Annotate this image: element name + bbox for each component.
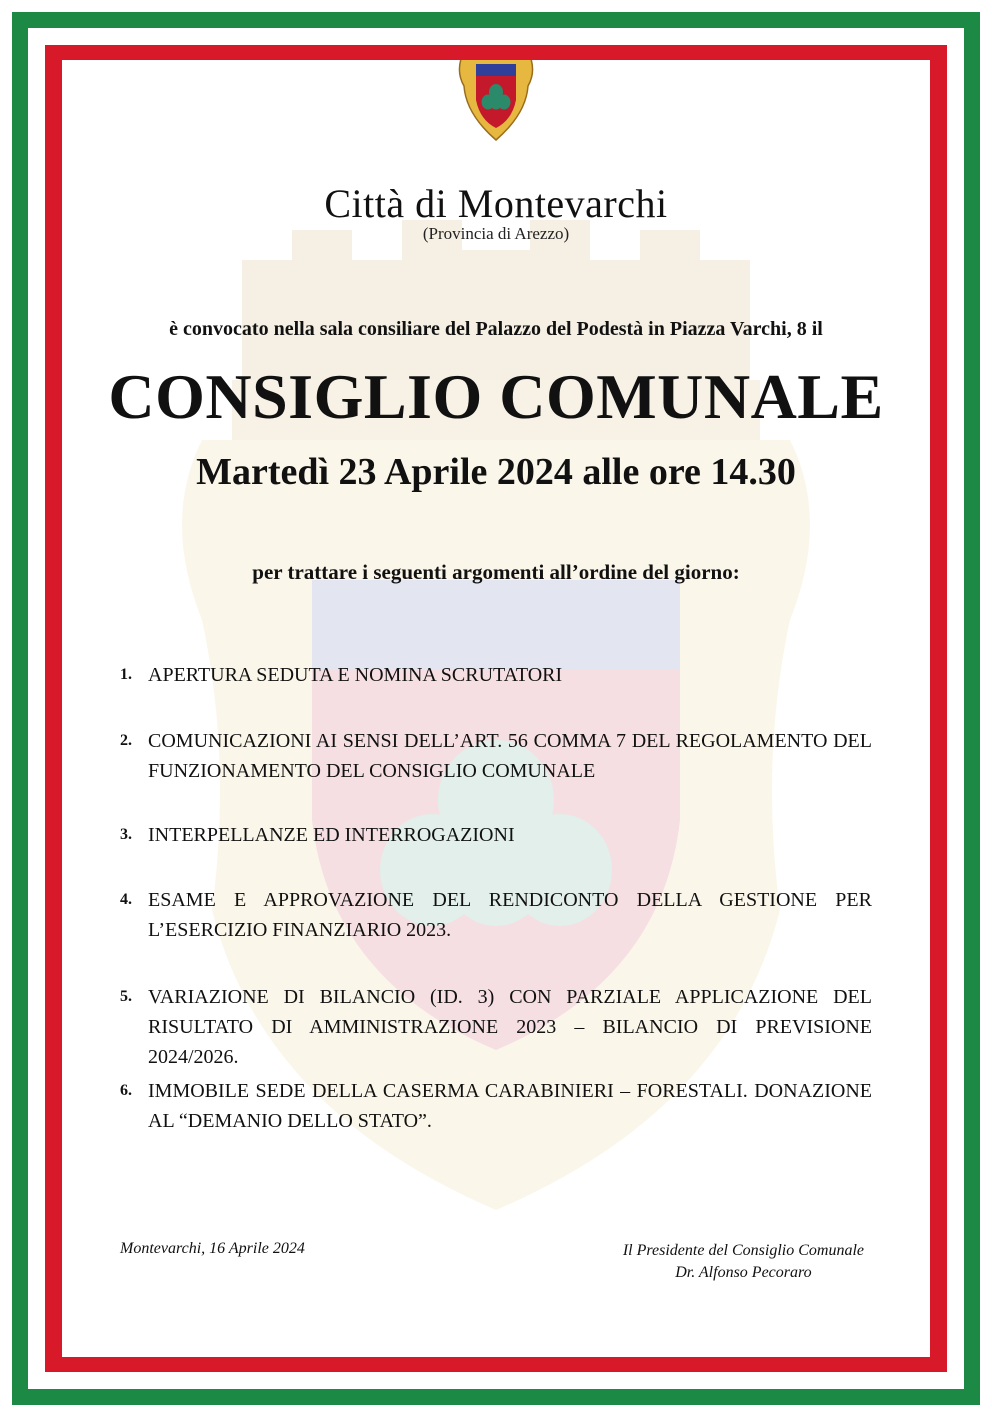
agenda-item-text: IMMOBILE SEDE DELLA CASERMA CARABINIERI – FORESTALI. DONAZIONE AL “DEMANIO DELLO STATO”.: [148, 1080, 872, 1132]
agenda-item-text: COMUNICAZIONI AI SENSI DELL’ART. 56 COMMA 7 DEL REGOLAMENTO DEL FUNZIONAMENTO DEL CONSIGLIO COMUNALE: [148, 730, 872, 782]
place-and-date: Montevarchi, 16 Aprile 2024: [120, 1240, 305, 1257]
agenda-item-number: 4.: [120, 891, 132, 908]
document-page: [62, 60, 930, 1357]
notice-headline: CONSIGLIO COMUNALE: [108, 361, 884, 432]
province-subtitle: (Provincia di Arezzo): [422, 224, 570, 243]
agenda-item-number: 1.: [120, 666, 132, 683]
agenda-item-text: ESAME E APPROVAZIONE DEL RENDICONTO DELLA GESTIONE PER L’ESERCIZIO FINANZIARIO 2023.: [148, 889, 872, 941]
coat-of-arms-crest: [456, 60, 536, 146]
agenda-item-text: VARIAZIONE DI BILANCIO (ID. 3) CON PARZIALE APPLICAZIONE DEL RISULTATO DI AMMINISTRAZIONE 2023 – BILANCIO DI PREVISIONE 2024/2026.: [148, 986, 872, 1068]
agenda-item-number: 3.: [120, 826, 132, 843]
agenda-item-number: 2.: [120, 732, 132, 749]
convocation-line: è convocato nella sala consiliare del Palazzo del Podestà in Piazza Varchi, 8 il: [169, 318, 823, 340]
signature-block: [623, 1240, 864, 1284]
city-title: Città di Montevarchi: [324, 181, 668, 226]
coat-of-arms-watermark: [62, 60, 930, 1357]
signer-role: Il Presidente del Consiglio Comunale: [622, 1242, 864, 1259]
agenda-item-text: APERTURA SEDUTA E NOMINA SCRUTATORI: [148, 664, 563, 686]
meeting-date: Martedì 23 Aprile 2024 alle ore 14.30: [196, 451, 796, 493]
signer-name: Dr. Alfonso Pecoraro: [675, 1264, 812, 1281]
agenda-item-number: 6.: [120, 1082, 132, 1099]
agenda-intro: per trattare i seguenti argomenti all’ordine del giorno:: [252, 560, 740, 584]
agenda-item-text: INTERPELLANZE ED INTERROGAZIONI: [148, 824, 515, 846]
agenda-item-number: 5.: [120, 988, 132, 1005]
